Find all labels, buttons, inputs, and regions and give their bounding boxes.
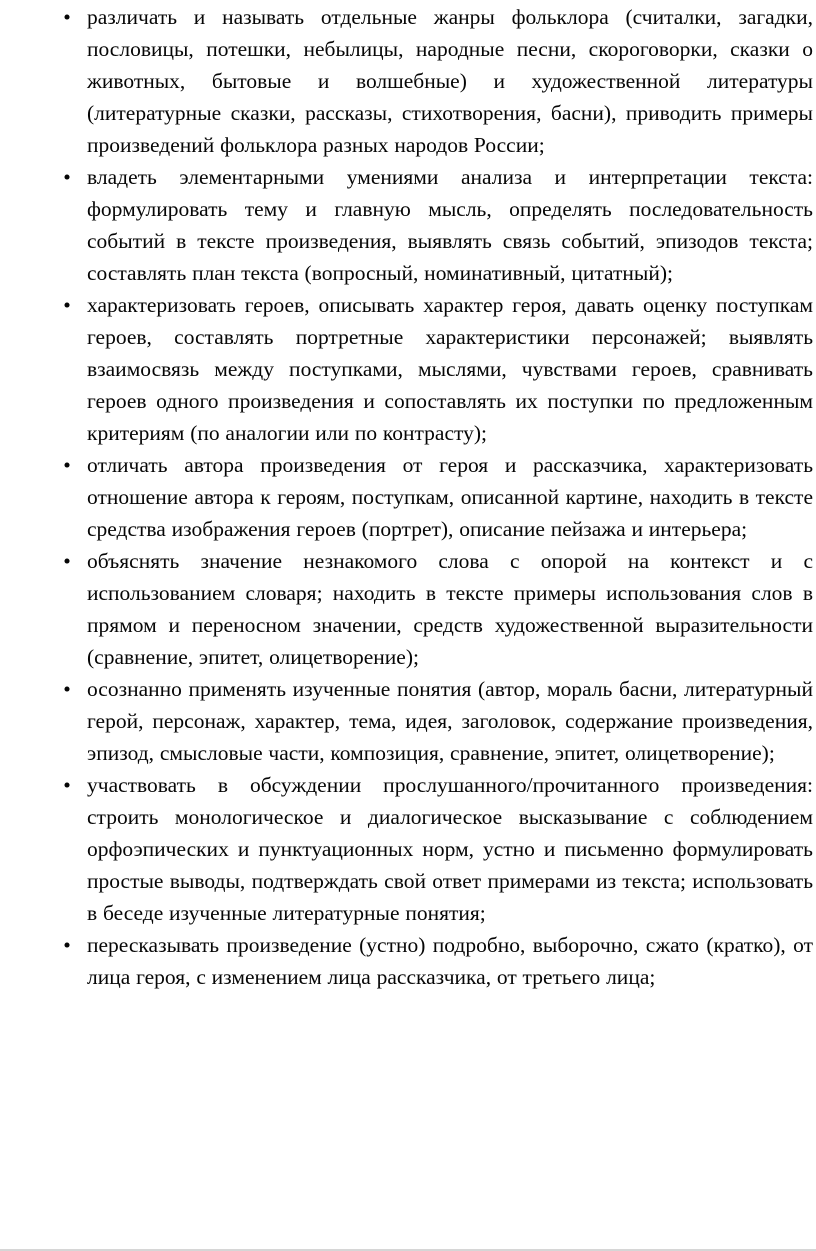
list-item: • пересказывать произведение (устно) подробно, выборочно, сжато (кратко), от лица героя, с изменением лица рассказчика, от третьего лица; bbox=[87, 929, 813, 993]
list-item: • владеть элементарными умениями анализа и интерпретации текста: формулировать тему и главную мысль, определять последовательность событий в тексте произведения, выявлять связь событий, эпизодов текста; составлять план текста (вопросный, номинативный, цитатный); bbox=[87, 161, 813, 289]
list-item: • осознанно применять изученные понятия (автор, мораль басни, литературный герой, персонаж, характер, тема, идея, заголовок, содержание произведения, эпизод, смысловые части, композиция, сравнение, эпитет, олицетворение); bbox=[87, 673, 813, 769]
list-item: • характеризовать героев, описывать характер героя, давать оценку поступкам героев, составлять портретные характеристики персонажей; выявлять взаимосвязь между поступками, мыслями, чувствами героев, сравнивать героев одного произведения и сопоставлять их поступки по предложенным критериям (по аналогии или по контрасту); bbox=[87, 289, 813, 449]
list-item: • различать и называть отдельные жанры фольклора (считалки, загадки, пословицы, потешки, небылицы, народные песни, скороговорки, сказки о животных, бытовые и волшебные) и художественной литературы (литературные сказки, рассказы, стихотворения, басни), приводить примеры произведений фольклора разных народов России; bbox=[87, 1, 813, 161]
bullet-list bbox=[87, 1, 813, 993]
list-item: • отличать автора произведения от героя и рассказчика, характеризовать отношение автора к героям, поступкам, описанной картине, находить в тексте средства изображения героев (портрет), описание пейзажа и интерьера; bbox=[87, 449, 813, 545]
list-item: • участвовать в обсуждении прослушанного/прочитанного произведения: строить монологическое и диалогическое высказывание с соблюдением орфоэпических и пунктуационных норм, устно и письменно формулировать простые выводы, подтверждать свой ответ примерами из текста; использовать в беседе изученные литературные понятия; bbox=[87, 769, 813, 929]
list-item: • объяснять значение незнакомого слова с опорой на контекст и с использованием словаря; находить в тексте примеры использования слов в прямом и переносном значении, средств художественной выразительности (сравнение, эпитет, олицетворение); bbox=[87, 545, 813, 673]
